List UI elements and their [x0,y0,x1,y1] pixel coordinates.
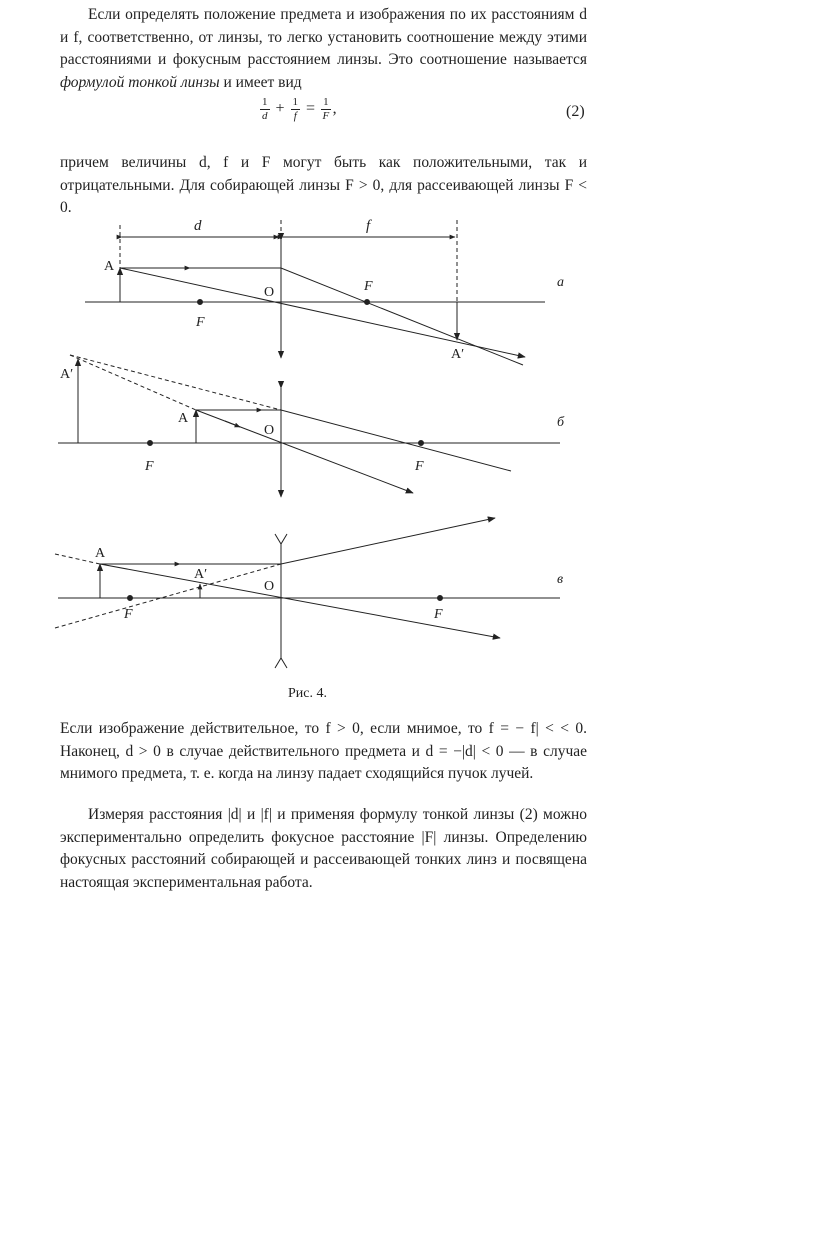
paragraph-1-line2: d и f, соответственно, от линзы, то легко установить соотношение между этими расстояниями и фокусным расстоянием линзы. Это соотношение называется [60,6,588,68]
lens-formula-term: формулой тонкой линзы [60,73,220,91]
ray-parallel [196,410,511,471]
focus-label-right: F [415,459,424,474]
thin-lens-equation: $\frac{1}{d}$ + $\frac{1}{f}$ = $\frac{1}{F}$ , [262,96,337,122]
focus-point-left [148,441,153,446]
paragraph-4: Измеряя расстояния |d| и |f| и применяя формулу тонкой линзы (2) можно экспериментально определить фокусное расстояние |F| линзы. Определению фокусных расстояний собирающей и рассеивающей тонких линз и посвящена настоящая экспериментальная работа. [60,806,587,891]
paragraph-1-intro: Если определять положение предмета и изображения по их расстояниям [88,6,575,23]
focus-label-left: F [196,315,205,330]
panel-v [55,518,560,668]
panel-label: в [557,572,564,587]
equation-number: (2) [566,103,585,120]
dashed-extension-2 [70,355,196,410]
object-label: A [178,411,189,426]
f-label: f [366,218,371,234]
d-label: d [194,218,202,234]
fraction-1-over-F: $\frac{1}{F}$ [322,96,330,122]
paragraph-2: причем величины d, f и F могут быть как положительными, так и отрицательными. Для собирающей линзы F > 0, для рассеивающей линзы F < 0. [60,154,587,216]
object-label: A [104,259,115,274]
fraction-1-over-d: $\frac{1}{d}$ [262,96,268,122]
center-label: O [264,579,275,594]
equals-sign: = [306,100,316,118]
panel-a [85,220,545,365]
focus-point-right [438,596,443,601]
ray-through-center [120,268,525,357]
paragraph-3: Если изображение действительное, то f > 0, если мнимое, то f = − f| < < 0. Наконец, d > 0 в случае действительного предмета и d = −|d| < 0 — в случае мнимого предмета, т. е. когда на линзу падает сходящийся пучок лучей. [60,720,587,782]
dashed-extension [55,564,281,628]
image-label: A′ [451,347,465,362]
focus-label-left: F [124,607,133,622]
fraction-1-over-f: $\frac{1}{f}$ [292,96,299,122]
paragraph-1-tail: и имеет вид [223,73,302,91]
ray-parallel [100,518,495,564]
panel-label: а [557,275,564,290]
figure-caption: Рис. 4. [288,686,327,701]
focus-point-right [419,441,424,446]
panel-b [58,355,560,497]
focus-label-right: F [434,607,443,622]
image-label: A′ [60,367,74,382]
focus-label-right: F [364,279,373,294]
focus-point-right [365,300,370,305]
lens-ray-diagrams [0,200,816,680]
center-label: O [264,423,275,438]
image-label: A′ [194,567,208,582]
paragraph-1 [60,4,587,94]
dashed-extension-1 [70,355,281,410]
object-label: A [95,546,106,561]
focus-point-left [198,300,203,305]
focus-label-left: F [145,459,154,474]
plus-sign: + [275,100,285,118]
focus-point-left [128,596,133,601]
panel-label: б [557,415,565,430]
center-label: O [264,285,275,300]
